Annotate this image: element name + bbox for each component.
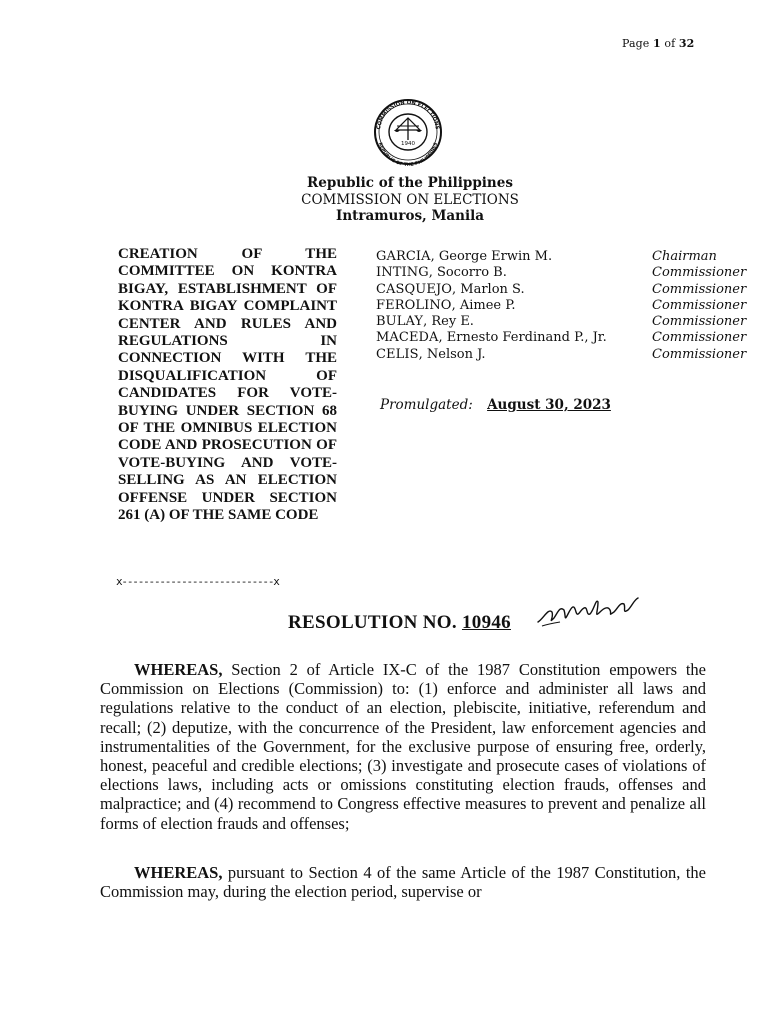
member-position: Commissioner — [652, 297, 747, 313]
whereas-paragraph-2: WHEREAS, pursuant to Section 4 of the same Article of the 1987 Constitution, the Commission may, during the election period, supervise or — [100, 863, 706, 902]
member-row — [376, 249, 746, 265]
member-name — [376, 314, 474, 330]
page-number-total: 32 — [678, 37, 695, 50]
page-number-of: of — [664, 37, 676, 50]
member-row — [376, 314, 746, 330]
handwritten-initials — [534, 588, 644, 634]
member-position: Commissioner — [652, 265, 747, 281]
resolution-number: 10946 — [461, 612, 511, 633]
svg-text:COMMISSION ON ELECTIONS: COMMISSION ON ELECTIONS — [376, 99, 440, 130]
header-commission: COMMISSION ON ELECTIONS — [301, 192, 519, 208]
page-number-prefix: Page — [622, 37, 650, 50]
resolution-subject: CREATION OF THE COMMITTEE ON KONTRA BIGAY, ESTABLISHMENT OF KONTRA BIGAY COMPLAINT CENTER AND RULES AND REGULATIONS IN CONNECTION WITH THE DISQUALIFICATION OF CANDIDATES FOR VOTE-BUYING UNDER SECTION 68 OF THE OMNIBUS ELECTION CODE AND PROSECUTION OF VOTE-BUYING AND VOTE-SELLING AS AN ELECTION OFFENSE UNDER SECTION 261 (A) OF THE SAME CODE — [118, 246, 337, 524]
svg-text:REPUBLIC OF THE PHILIPPINES: REPUBLIC OF THE PHILIPPINES — [376, 142, 440, 166]
header-republic: Republic of the Philippines — [307, 175, 513, 191]
member-position: Commissioner — [652, 314, 747, 330]
page-number — [622, 37, 694, 50]
member-name — [376, 330, 607, 346]
member-position: Commissioner — [652, 330, 747, 346]
header-location: Intramuros, Manila — [336, 208, 484, 224]
member-row — [376, 282, 746, 298]
member-row — [376, 265, 746, 281]
member-surname: INTING — [376, 265, 429, 281]
svg-text:1940: 1940 — [401, 141, 415, 147]
member-surname: CELIS — [376, 346, 419, 362]
resolution-heading — [288, 612, 511, 634]
member-name — [376, 282, 525, 298]
member-given-name: , George Erwin M. — [430, 249, 553, 264]
member-surname: BULAY — [376, 314, 424, 330]
member-row — [376, 347, 746, 363]
member-position: Chairman — [652, 249, 717, 264]
member-surname: FEROLINO — [376, 297, 452, 313]
member-given-name: , Rey E. — [423, 314, 474, 330]
subject-separator: x----------------------------x — [116, 575, 279, 588]
member-row — [376, 330, 746, 346]
member-given-name: , Ernesto Ferdinand P., Jr. — [438, 330, 607, 346]
member-position: Commissioner — [652, 281, 747, 297]
member-name — [376, 298, 515, 314]
member-given-name: , Marlon S. — [452, 281, 525, 297]
member-surname: CASQUEJO — [376, 281, 453, 297]
member-given-name: , Nelson J. — [418, 346, 486, 362]
member-name — [376, 265, 507, 281]
promulgated-label: Promulgated: — [380, 397, 473, 413]
member-position: Commissioner — [652, 346, 747, 362]
comelec-seal-icon — [360, 98, 456, 166]
member-surname: MACEDA — [376, 330, 439, 346]
commission-members — [376, 249, 746, 363]
member-name — [376, 249, 552, 265]
promulgated-date: August 30, 2023 — [487, 397, 611, 413]
member-row — [376, 298, 746, 314]
member-given-name: , Socorro B. — [428, 265, 507, 281]
resolution-label: RESOLUTION NO. — [288, 612, 457, 633]
member-given-name: , Aimee P. — [451, 297, 516, 313]
member-name — [376, 347, 485, 363]
whereas-paragraph-1: WHEREAS, Section 2 of Article IX-C of the 1987 Constitution empowers the Commission on Elections (Commission) to: (1) enforce and administer all laws and regulations relative to the conduct of an election, plebiscite, initiative, referendum and recall; (2) deputize, with the concurrence of the President, law enforcement agencies and instrumentalities of the Government, for the exclusive purpose of ensuring free, orderly, honest, peaceful and credible elections; (3) investigate and prosecute cases of violations of elections laws, including acts or omissions constituting election frauds, offenses and malpractice; and (4) recommend to Congress effective measures to prevent and penalize all forms of election frauds and offenses; — [100, 660, 706, 833]
member-surname: GARCIA — [376, 249, 431, 264]
promulgated-line — [380, 397, 611, 413]
page-number-current: 1 — [653, 37, 661, 50]
